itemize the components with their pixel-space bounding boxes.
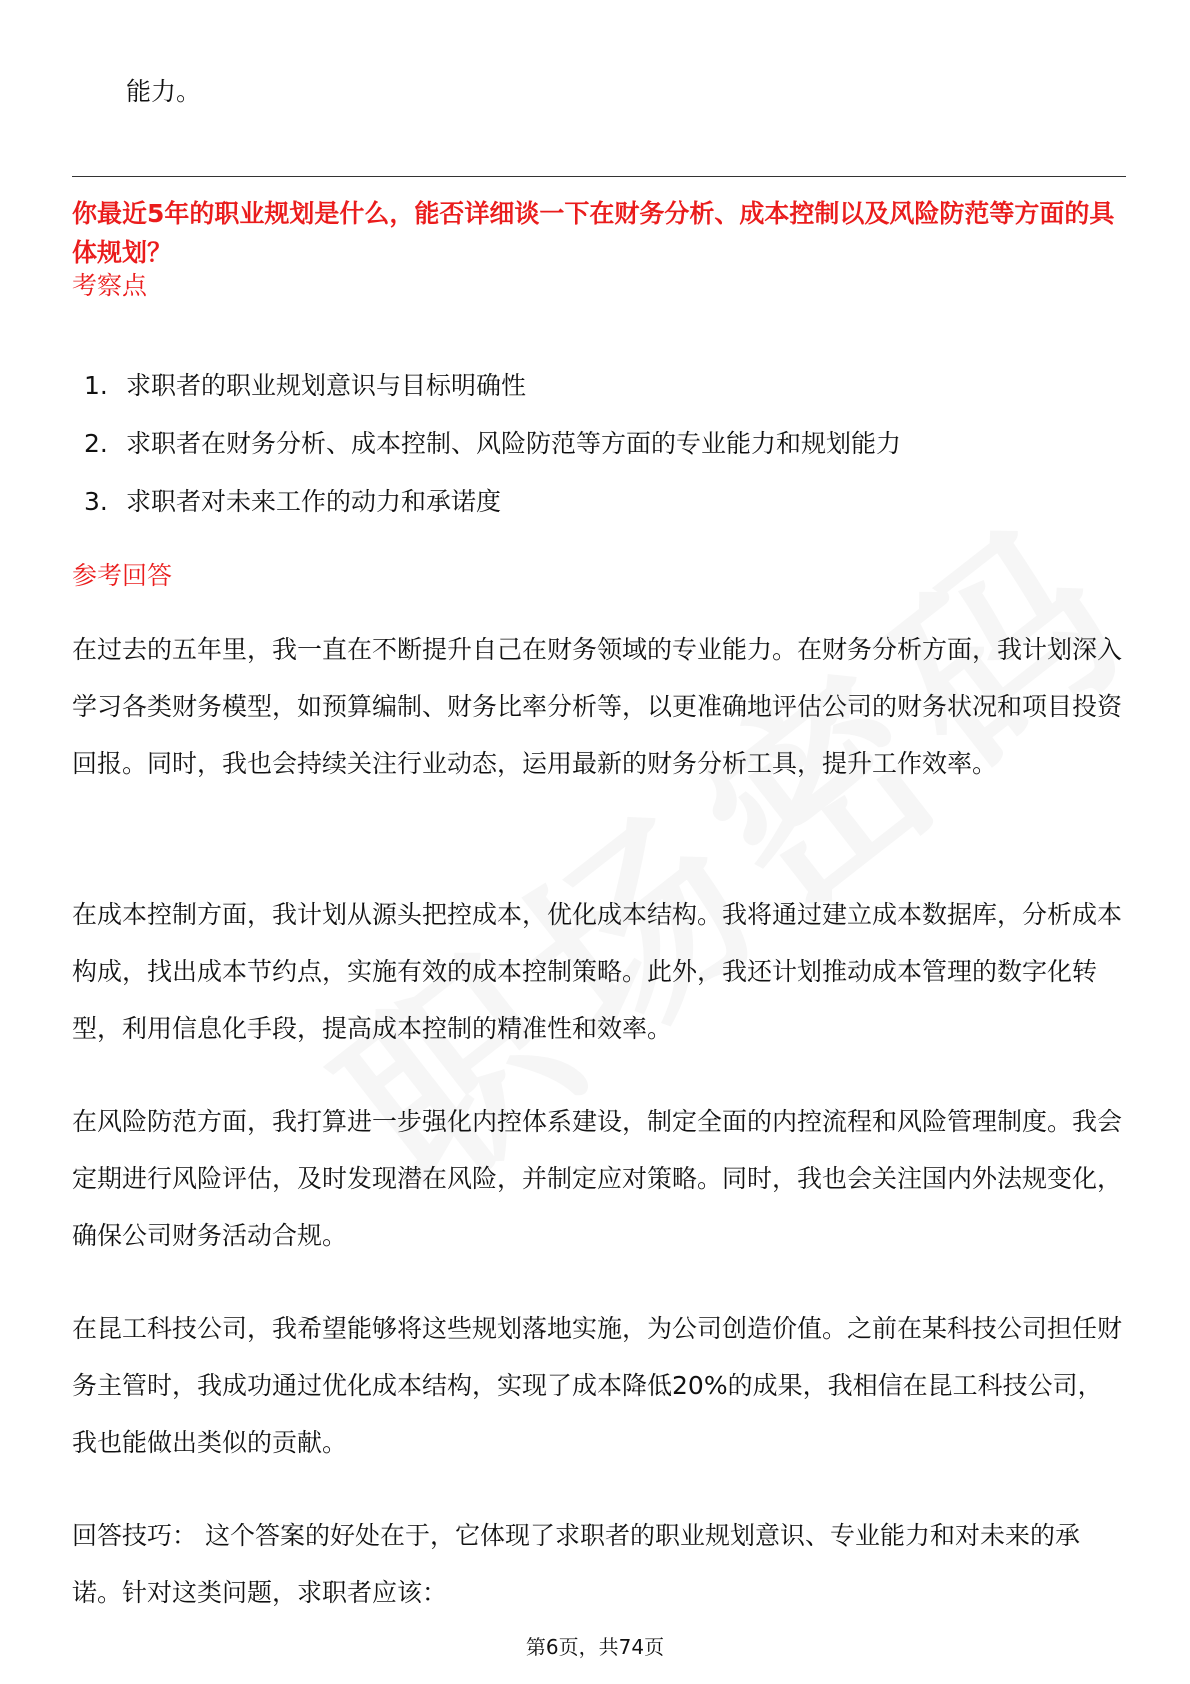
list-item [84,482,901,540]
answer-paragraph-company: 在昆工科技公司，我希望能够将这些规划落地实施，为公司创造价值。之前在某科技公司担任财务主管时，我成功通过优化成本结构，实现了成本降低20%的成果，我相信在昆工科技公司，我也能做出类似的贡献。 [72,1314,1123,1457]
list-item [84,366,901,424]
section-heading-kaochadian: 考察点 [72,271,148,300]
list-item [84,424,901,482]
answer-tips-paragraph: 回答技巧： 这个答案的好处在于，它体现了求职者的职业规划意识、专业能力和对未来的承诺。针对这类问题，求职者应该： [72,1521,1080,1607]
list-item-text: 求职者在财务分析、成本控制、风险防范等方面的专业能力和规划能力 [126,429,902,458]
question-heading: 你最近5年的职业规划是什么，能否详细谈一下在财务分析、成本控制以及风险防范等方面的具体规划？ [72,199,1115,267]
list-item-number: 1. [84,371,108,400]
section-heading-cankaohuida: 参考回答 [72,561,173,590]
evaluation-points-list [84,366,901,540]
list-item-number: 3. [84,487,108,516]
answer-paragraph-cost-control: 在成本控制方面，我计划从源头把控成本，优化成本结构。我将通过建立成本数据库，分析成本构成，找出成本节约点，实施有效的成本控制策略。此外，我还计划推动成本管理的数字化转型，利用信息化手段，提高成本控制的精准性和效率。 [72,900,1123,1043]
answer-paragraph-risk-prevention: 在风险防范方面，我打算进一步强化内控体系建设，制定全面的内控流程和风险管理制度。我会定期进行风险评估，及时发现潜在风险，并制定应对策略。同时，我也会关注国内外法规变化，确保公司财务活动合规。 [72,1107,1123,1250]
page-number-footer: 第6页，共74页 [525,1635,665,1659]
section-divider [72,176,1126,177]
list-item-text: 求职者对未来工作的动力和承诺度 [126,487,502,516]
list-item-number: 2. [84,429,108,458]
answer-paragraph-financial-analysis: 在过去的五年里，我一直在不断提升自己在财务领域的专业能力。在财务分析方面，我计划深入学习各类财务模型，如预算编制、财务比率分析等，以更准确地评估公司的财务状况和项目投资回报。同时，我也会持续关注行业动态，运用最新的财务分析工具，提升工作效率。 [72,635,1123,778]
list-item-text: 求职者的职业规划意识与目标明确性 [126,371,527,400]
previous-paragraph-tail: 能力。 [126,77,202,106]
